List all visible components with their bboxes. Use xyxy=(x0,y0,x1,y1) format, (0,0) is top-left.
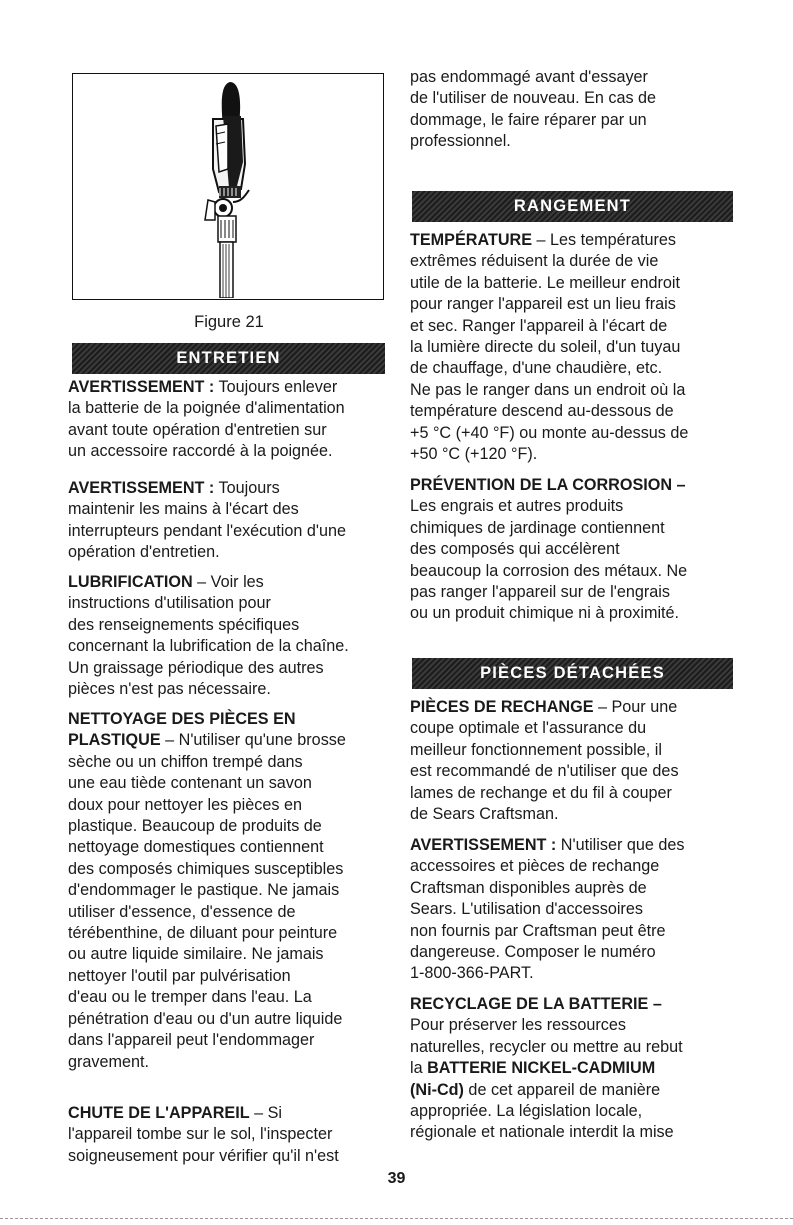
text: – N'utiliser qu'une brosse xyxy=(160,731,346,750)
paragraph-temperature xyxy=(410,230,732,465)
text: chimiques de jardinage contiennent xyxy=(410,518,665,537)
text: lames de rechange et du fil à couper xyxy=(410,783,672,802)
text: N'utiliser que des xyxy=(556,836,685,854)
text: ou autre liquide similaire. Ne jamais xyxy=(68,945,324,964)
label: TEMPÉRATURE xyxy=(410,231,533,249)
text: de l'utiliser de nouveau. En cas de xyxy=(410,89,657,108)
label: RECYCLAGE DE LA BATTERIE – xyxy=(410,995,662,1013)
text: instructions d'utilisation pour xyxy=(68,594,271,613)
text: – Pour une xyxy=(593,698,678,716)
text: pas ranger l'appareil sur de l'engrais xyxy=(410,583,670,602)
section-banner-rangement xyxy=(412,191,733,222)
text: 1-800-366-PART. xyxy=(410,964,534,983)
label: AVERTISSEMENT : xyxy=(68,479,215,497)
label: AVERTISSEMENT : xyxy=(68,378,215,396)
text: – Si xyxy=(249,1104,283,1122)
text: pour ranger l'appareil est un lieu frais xyxy=(410,295,676,314)
label: AVERTISSEMENT : xyxy=(410,836,557,854)
text: coupe optimale et l'assurance du xyxy=(410,719,647,738)
text: interrupteurs pendant l'exécution d'une xyxy=(68,521,346,540)
text: des composés chimiques susceptibles xyxy=(68,859,344,878)
text: la lumière directe du soleil, d'un tuyau xyxy=(410,338,681,357)
text: appropriée. La législation locale, xyxy=(410,1102,643,1121)
text: professionnel. xyxy=(410,132,511,151)
text: nettoyage domestiques contiennent xyxy=(68,838,324,857)
text: et sec. Ranger l'appareil à l'écart de xyxy=(410,316,668,335)
text: l'appareil tombe sur le sol, l'inspecter xyxy=(68,1125,333,1144)
section-banner-pieces-detachees xyxy=(412,658,733,689)
text: la batterie de la poignée d'alimentation xyxy=(68,399,345,418)
label: PLASTIQUE xyxy=(68,731,161,750)
text: +50 °C (+120 °F). xyxy=(410,445,538,464)
label: LUBRIFICATION xyxy=(68,573,193,591)
text: Pour préserver les ressources xyxy=(410,1016,626,1035)
paragraph-warning-battery xyxy=(68,377,390,463)
text: nettoyer l'outil par pulvérisation xyxy=(68,966,291,985)
text: opération d'entretien. xyxy=(68,543,220,562)
paragraph-warning-hands xyxy=(68,478,390,564)
bottom-rule xyxy=(0,1218,793,1219)
text: d'endommager le pastique. Ne jamais xyxy=(68,881,340,900)
text: de Sears Craftsman. xyxy=(410,805,559,824)
text: +5 °C (+40 °F) ou monte au-dessus de xyxy=(410,423,689,442)
section-banner-entretien xyxy=(72,343,385,374)
text: Toujours xyxy=(214,479,280,497)
text: Sears. L'utilisation d'accessoires xyxy=(410,900,643,919)
text: pièces n'est pas nécessaire. xyxy=(68,680,271,699)
text: un accessoire raccordé à la poignée. xyxy=(68,442,333,461)
text: naturelles, recycler ou mettre au rebut xyxy=(410,1037,683,1056)
text: Un graissage périodique des autres xyxy=(68,658,324,677)
text: doux pour nettoyer les pièces en xyxy=(68,795,302,814)
label: PIÈCES DE RECHANGE xyxy=(410,698,594,716)
text: Les engrais et autres produits xyxy=(410,497,624,516)
paragraph-dropped-device xyxy=(68,1103,390,1167)
text: accessoires et pièces de rechange xyxy=(410,857,660,876)
text: pas endommagé avant d'essayer xyxy=(410,68,648,86)
text: Toujours enlever xyxy=(214,378,338,396)
text: des renseignements spécifiques xyxy=(68,615,300,634)
text: gravement. xyxy=(68,1052,149,1071)
paragraph-continued xyxy=(410,67,732,153)
text: beaucoup la corrosion des métaux. Ne xyxy=(410,561,688,580)
text: dommage, le faire réparer par un xyxy=(410,110,647,129)
text: non fournis par Craftsman peut être xyxy=(410,921,666,940)
figure-caption: Figure 21 xyxy=(194,313,264,331)
text: de cet appareil de manière xyxy=(463,1080,661,1099)
paragraph-lubrication xyxy=(68,572,390,700)
text: ou un produit chimique ni à proximité. xyxy=(410,604,680,623)
text: soigneusement pour vérifier qu'il n'est xyxy=(68,1146,339,1165)
paragraph-corrosion xyxy=(410,475,732,625)
paragraph-warning-accessories xyxy=(410,835,732,985)
text: concernant la lubrification de la chaîne. xyxy=(68,637,349,656)
label: PRÉVENTION DE LA CORROSION – xyxy=(410,476,686,494)
text: une eau tiède contenant un savon xyxy=(68,774,312,793)
text: avant toute opération d'entretien sur xyxy=(68,420,327,439)
text: Ne pas le ranger dans un endroit où la xyxy=(410,380,686,399)
text: maintenir les mains à l'écart des xyxy=(68,500,299,519)
page-number: 39 xyxy=(387,1170,406,1187)
text: – Voir les xyxy=(192,573,264,591)
text: d'eau ou le tremper dans l'eau. La xyxy=(68,988,312,1007)
banner-title: PIÈCES DÉTACHÉES xyxy=(480,664,665,682)
label: NETTOYAGE DES PIÈCES EN xyxy=(68,710,296,728)
power-handle-drawing xyxy=(73,74,382,298)
text: de chauffage, d'une chaudière, etc. xyxy=(410,359,663,378)
banner-title: RANGEMENT xyxy=(513,197,632,215)
text: régionale et nationale interdit la mise xyxy=(410,1123,674,1142)
text: sèche ou un chiffon trempé dans xyxy=(68,752,303,771)
paragraph-plastic-cleaning xyxy=(68,709,390,1073)
banner-title: ENTRETIEN xyxy=(176,349,281,367)
paragraph-replacement-parts xyxy=(410,697,732,825)
text: utile de la batterie. Le meilleur endroit xyxy=(410,273,680,292)
paragraph-battery-recycling xyxy=(410,994,732,1144)
text: – Les températures xyxy=(532,231,676,249)
text: température descend au-dessous de xyxy=(410,402,674,421)
label: (Ni-Cd) xyxy=(410,1080,464,1099)
text: est recommandé de n'utiliser que des xyxy=(410,762,679,781)
label: BATTERIE NICKEL-CADMIUM xyxy=(427,1059,656,1078)
text: pénétration d'eau ou d'un autre liquide xyxy=(68,1009,343,1028)
text: des composés qui accélèrent xyxy=(410,540,620,559)
text: utiliser d'essence, d'essence de xyxy=(68,902,296,921)
text: extrêmes réduisent la durée de vie xyxy=(410,252,659,271)
figure-21-illustration xyxy=(72,73,384,300)
text: plastique. Beaucoup de produits de xyxy=(68,817,322,836)
label: CHUTE DE L'APPAREIL xyxy=(68,1104,250,1122)
text: dangereuse. Composer le numéro xyxy=(410,943,656,962)
text: térébenthine, de diluant pour peinture xyxy=(68,924,338,943)
text: dans l'appareil peut l'endommager xyxy=(68,1031,315,1050)
text: la xyxy=(410,1059,428,1078)
text: meilleur fonctionnement possible, il xyxy=(410,740,662,759)
text: Craftsman disponibles auprès de xyxy=(410,878,647,897)
